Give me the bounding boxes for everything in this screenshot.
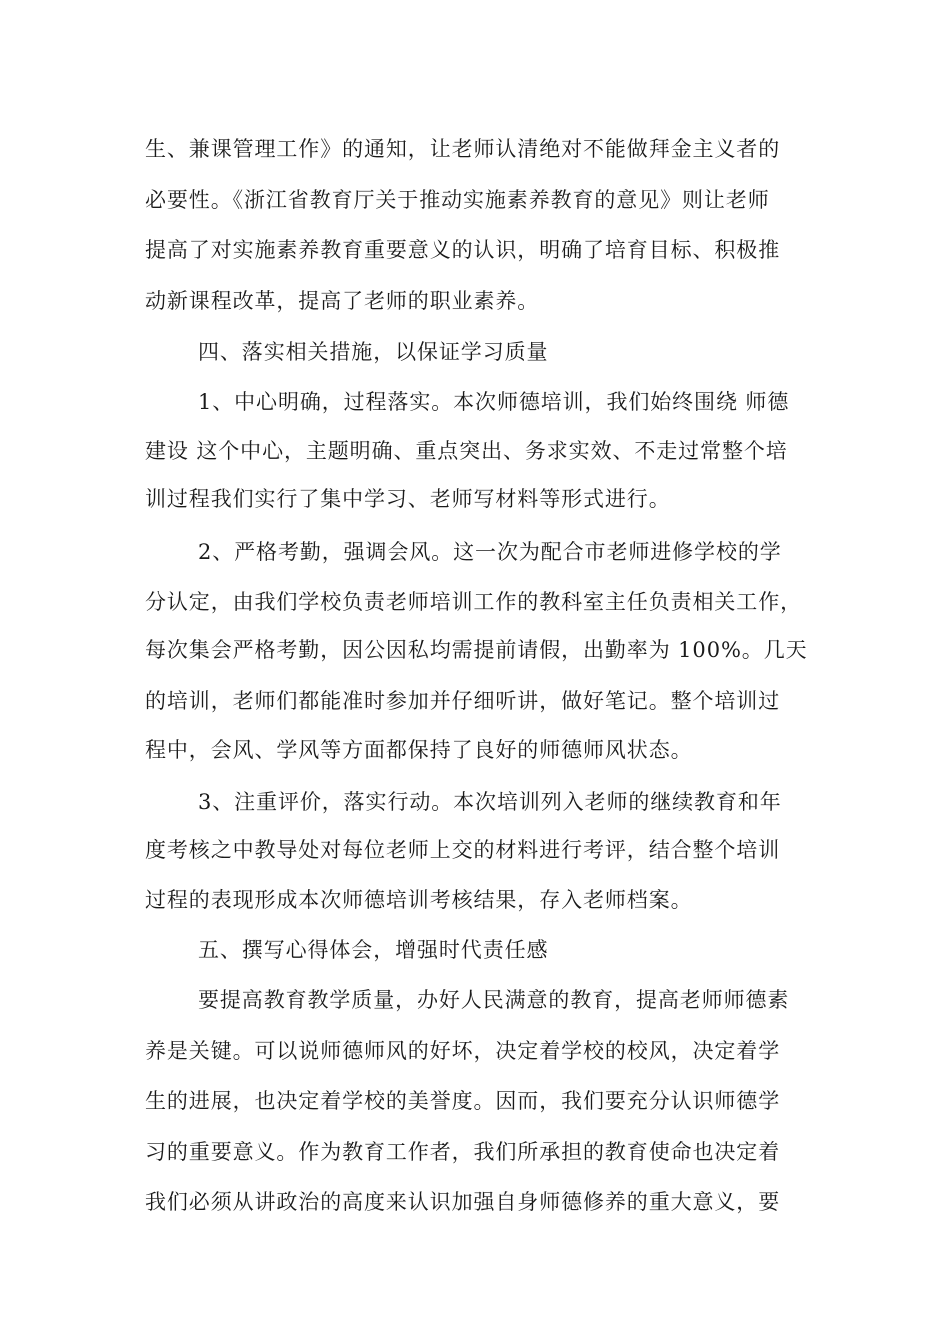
body-text-line: 每次集会严格考勤，因公因私均需提前请假，出勤率为 100%。几天: [145, 638, 808, 662]
body-text-line: 训过程我们实行了集中学习、老师写材料等形式进行。: [145, 487, 671, 511]
body-text-line: 动新课程改革，提高了老师的职业素养。: [145, 289, 540, 313]
body-text-line: 要提高教育教学质量，办好人民满意的教育，提高老师师德素: [198, 988, 790, 1012]
body-text-line: 过程的表现形成本次师德培训考核结果，存入老师档案。: [145, 888, 693, 912]
body-text-line: 1、中心明确，过程落实。本次师德培训，我们始终围绕 师德: [198, 390, 790, 414]
section-heading: 五、撰写心得体会，增强时代责任感: [198, 938, 549, 962]
body-text-line: 必要性。《浙江省教育厅关于推动实施素养教育的意见》则让老师: [145, 188, 770, 212]
body-text-line: 生、兼课管理工作》的通知，让老师认清绝对不能做拜金主义者的: [145, 137, 781, 161]
body-text-line: 生的进展，也决定着学校的美誉度。因而，我们要充分认识师德学: [145, 1089, 781, 1113]
body-text-line: 2、严格考勤，强调会风。这一次为配合市老师进修学校的学: [198, 540, 782, 564]
body-text-line: 建设 这个中心，主题明确、重点突出、务求实效、不走过常整个培: [145, 439, 788, 463]
body-text-line: 我们必须从讲政治的高度来认识加强自身师德修养的重大意义，要: [145, 1190, 781, 1214]
body-text-line: 3、注重评价，落实行动。本次培训列入老师的继续教育和年: [198, 790, 782, 814]
body-text-line: 度考核之中教导处对每位老师上交的材料进行考评，结合整个培训: [145, 838, 781, 862]
section-heading: 四、落实相关措施，以保证学习质量: [198, 340, 549, 364]
body-text-line: 分认定，由我们学校负责老师培训工作的教科室主任负责相关工作，: [145, 590, 802, 614]
body-text-line: 提高了对实施素养教育重要意义的认识，明确了培育目标、积极推: [145, 238, 781, 262]
body-text-line: 养是关键。可以说师德师风的好坏，决定着学校的校风，决定着学: [145, 1039, 781, 1063]
body-text-line: 的培训，老师们都能准时参加并仔细听讲，做好笔记。整个培训过: [145, 689, 781, 713]
body-text-line: 习的重要意义。作为教育工作者，我们所承担的教育使命也决定着: [145, 1140, 781, 1164]
body-text-line: 程中，会风、学风等方面都保持了良好的师德师风状态。: [145, 738, 693, 762]
